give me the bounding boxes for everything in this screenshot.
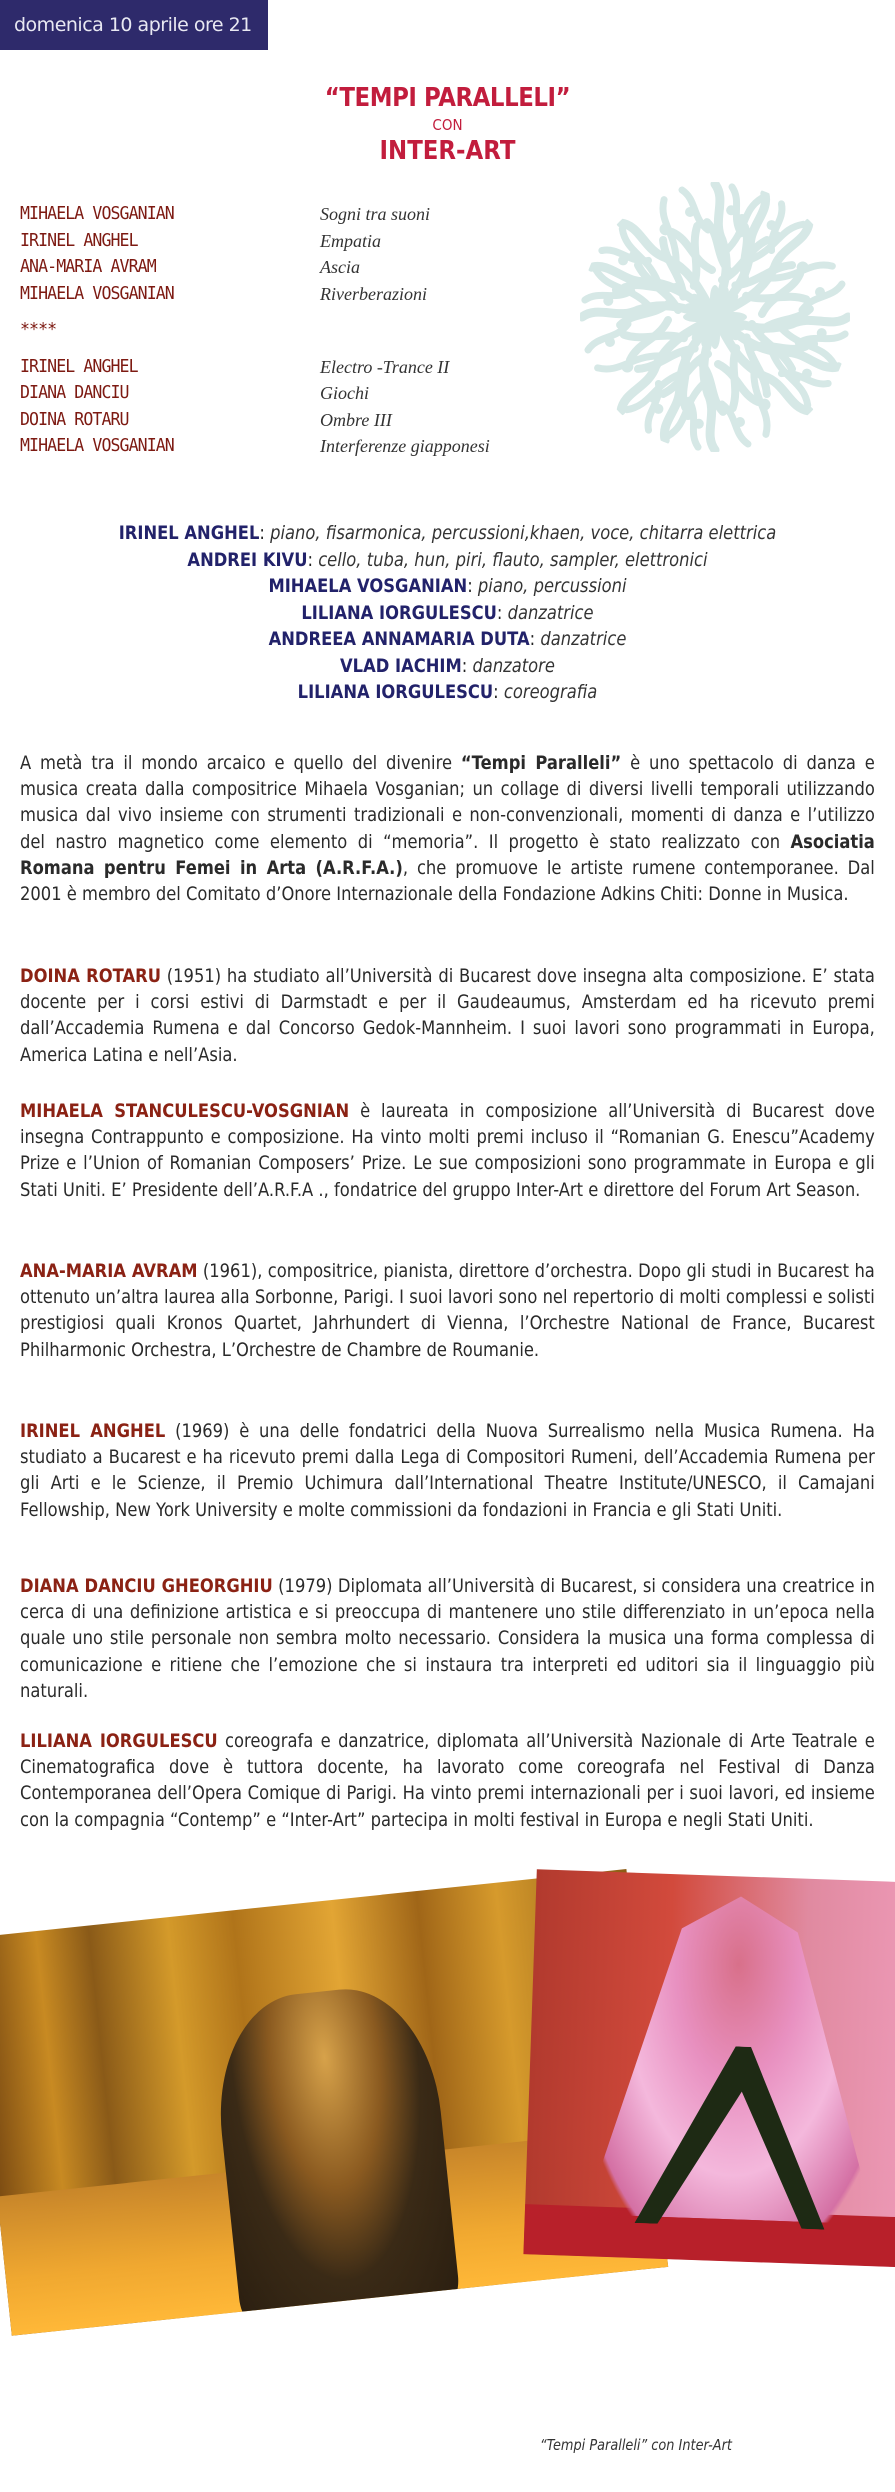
performer-role: piano, fisarmonica, percussioni,khaen, voce, chitarra elettrica [270, 522, 777, 544]
composer: MIHAELA VOSGANIAN [20, 203, 174, 224]
title-main: “TEMPI PARALLELI” [324, 83, 571, 113]
bio-name: DIANA DANCIU GHEORGHIU [20, 1575, 273, 1597]
performers-list [0, 520, 895, 706]
intro-text: , che promuove le artiste rumene contemporanee. Dal 2001 è membro del Comitato d’Onore Internazionale della Fondazione Adkins Chiti: Donne in Musica. [20, 856, 875, 906]
bio-paragraph [20, 1418, 875, 1523]
bio-text: coreografa e danzatrice, diplomata all’Università Nazionale di Arte Teatrale e Cinematografica dove è tuttora docente, ha lavorato come coreografa nel Festival di Danza Contemporanea dell’Opera Comique di Parigi. Ha vinto premi internazionali per i suoi lavori, ed insieme con la compagnia “Contemp” e “Inter-Art” partecipa in molti festival in Europa e negli Stati Uniti. [20, 1730, 875, 1831]
performer-name: LILIANA IORGULESCU [301, 601, 497, 624]
program-item [20, 283, 560, 310]
program-item [20, 356, 560, 383]
title-group: INTER-ART [379, 136, 516, 166]
performer-name: IRINEL ANGHEL [118, 522, 260, 544]
composer: MIHAELA VOSGANIAN [20, 282, 174, 304]
intro-text: è uno spettacolo di danza e musica creata dalla compositrice Mihaela Vosganian; un collage di diversi livelli temporali utilizzando musica dal vivo insieme con strumenti tradizionali e non-convenzionali, momenti di danza e l’utilizzo del nastro magnetico come elemento di “memoria”. Il progetto è stato realizzato con [20, 752, 875, 853]
composer: IRINEL ANGHEL [20, 229, 138, 251]
work-title: Ombre III [320, 409, 392, 430]
bio-name: LILIANA IORGULESCU [20, 1730, 218, 1752]
program-list [20, 203, 560, 462]
bio-paragraph [20, 1098, 875, 1203]
composer: DIANA DANCIU [20, 382, 129, 403]
program-item [20, 203, 560, 230]
bio-paragraph [20, 1728, 875, 1833]
performer-name: LILIANA IORGULESCU [297, 681, 494, 703]
program-item [20, 230, 560, 257]
date-banner [0, 0, 268, 50]
performer-name: MIHAELA VOSGANIAN [268, 575, 468, 597]
performer-role: danzatrice [540, 628, 627, 650]
bio-name: IRINEL ANGHEL [20, 1420, 166, 1442]
title-connector: CON [432, 116, 463, 134]
bio-text: (1961), compositrice, pianista, direttore d’orchestra. Dopo gli studi in Bucarest ha ottenuto un’altra laurea alla Sorbonne, Parigi. I suoi lavori sono nel repertorio di molti complessi e solisti prestigiosi quali Kronos Quartet, Jahrhundert di Vienna, l’Orchestre National de France, Bucarest Philharmonic Orchestra, L’Orchestre de Chambre de Roumanie. [20, 1260, 875, 1361]
performer-item: VLAD IACHIM: danzatore [340, 654, 555, 677]
program-item [20, 382, 560, 409]
performer-item: MIHAELA VOSGANIAN: piano, percussioni [268, 575, 627, 597]
bio-paragraph [20, 1573, 875, 1704]
bio-paragraph [20, 1258, 875, 1363]
photo-caption: “Tempi Paralleli” con Inter-Art [540, 2436, 732, 2454]
work-title: Ascia [320, 257, 360, 277]
performer-role: cello, tuba, hun, piri, flauto, sampler, elettronici [318, 548, 708, 571]
bio-text: (1951) ha studiato all’Università di Bucarest dove insegna alta composizione. E’ stata docente per i corsi estivi di Darmstadt e per il Gaudeaumus, Amsterdam ed ha ricevuto premi dall’Accademia Rumena e dal Concorso Gedok-Mannheim. I suoi lavori sono programmati in Europa, America Latina e nell’Asia. [20, 965, 875, 1066]
bio-name: ANA-MARIA AVRAM [20, 1260, 198, 1282]
performer-item: ANDREI KIVU: cello, tuba, hun, piri, flauto, sampler, elettronici [187, 548, 708, 571]
program-separator [20, 319, 560, 346]
performer-name: ANDREEA ANNAMARIA DUTA [268, 628, 530, 650]
performer-item: LILIANA IORGULESCU: danzatrice [301, 601, 594, 624]
performer-role: piano, percussioni [477, 575, 627, 597]
bio-text: (1969) è una delle fondatrici della Nuova Surrealismo nella Musica Rumena. Ha studiato a Bucarest e ha ricevuto premi dalla Lega di Compositori Rumeni, dell’Accademia Rumena per gli Arti e le Scienze, il Premio Uchimura dall’International Theatre Institute/UNESCO, il Camajani Fellowship, New York University e molte commissioni da fondazioni in Francia e gli Stati Uniti. [20, 1420, 875, 1521]
performer-role: coreografia [503, 681, 598, 703]
performer-name: VLAD IACHIM [340, 654, 462, 677]
program-item [20, 435, 560, 462]
performer-role: danzatore [472, 654, 555, 677]
composer: MIHAELA VOSGANIAN [20, 435, 174, 456]
work-title: Giochi [320, 383, 369, 403]
bio-text: (1979) Diplomata all’Università di Bucarest, si considera una creatrice in cerca di una definizione artistica e si preoccupa di mantenere uno stile differenziato in un’epoca nella quale uno stile personale non sembra molto necessario. Considera la musica una forma complessa di comunicazione e ritiene che l’emozione che si instaura tra interpreti ed uditori sia il linguaggio più naturali. [20, 1575, 875, 1702]
composer: IRINEL ANGHEL [20, 355, 138, 377]
performer-item: LILIANA IORGULESCU: coreografia [297, 681, 598, 703]
work-title: Electro -Trance II [320, 356, 450, 377]
intro-paragraph [20, 750, 875, 907]
lace-ornament-icon [572, 180, 862, 455]
bio-paragraph [20, 963, 875, 1068]
concert-title [0, 82, 895, 166]
composer: ANA-MARIA AVRAM [20, 256, 156, 277]
photo-dancer-cloak [523, 1869, 895, 2267]
intro-show-title: “Tempi Paralleli” [460, 752, 622, 774]
event-date: domenica 10 aprile ore 21 [14, 14, 252, 36]
performer-item: ANDREEA ANNAMARIA DUTA: danzatrice [268, 628, 627, 650]
bio-name: DOINA ROTARU [20, 965, 161, 987]
performer-name: ANDREI KIVU [187, 548, 308, 571]
work-title: Interferenze giapponesi [320, 436, 490, 456]
composer: DOINA ROTARU [20, 408, 129, 430]
bio-name: MIHAELA STANCULESCU-VOSGNIAN [20, 1100, 350, 1122]
program-item [20, 256, 560, 283]
bio-text: è laureata in composizione all’Università di Bucarest dove insegna Contrappunto e composizione. Ha vinto molti premi incluso il “Romanian G. Enescu”Academy Prize e l’Union of Romanian Composers’ Prize. Le sue composizioni sono programmate in Europa e gli Stati Uniti. E’ Presidente dell’A.R.F.A ., fondatrice del gruppo Inter-Art e direttore del Forum Art Season. [20, 1100, 875, 1201]
work-title: Sogni tra suoni [320, 204, 431, 224]
intro-organization: Asociatia Romana pentru Femei in Arta (A.R.F.A.) [20, 830, 875, 879]
program-item [20, 409, 560, 436]
work-title: Empatia [320, 230, 381, 251]
separator-stars: **** [20, 319, 57, 340]
work-title: Riverberazioni [320, 283, 427, 304]
performer-role: danzatrice [507, 601, 594, 624]
performer-item: IRINEL ANGHEL: piano, fisarmonica, percussioni,khaen, voce, chitarra elettrica [118, 522, 777, 544]
intro-text: A metà tra il mondo arcaico e quello del divenire [20, 752, 461, 774]
photo-collage [0, 1868, 895, 2458]
